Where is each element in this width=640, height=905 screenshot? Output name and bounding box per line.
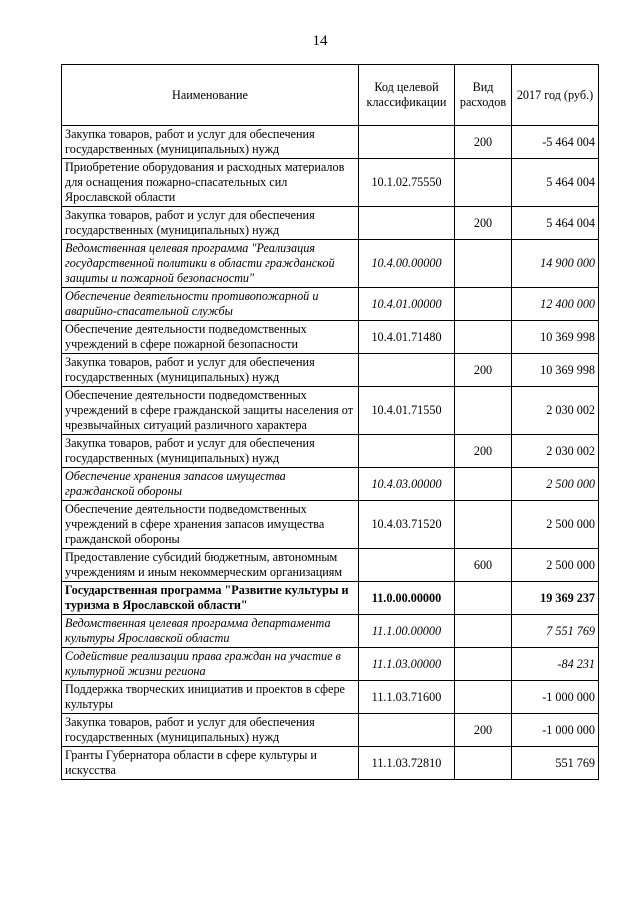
cell-kind: [455, 468, 512, 501]
cell-name: Закупка товаров, работ и услуг для обеспечения государственных (муниципальных) нужд: [62, 354, 359, 387]
cell-code: [359, 714, 455, 747]
cell-kind: [455, 321, 512, 354]
cell-code: [359, 207, 455, 240]
cell-code: 11.1.03.71600: [359, 681, 455, 714]
cell-kind: [455, 288, 512, 321]
table-row: [62, 681, 599, 714]
cell-kind: [455, 159, 512, 207]
header-row: [62, 65, 599, 126]
cell-code: 10.4.03.00000: [359, 468, 455, 501]
cell-name: Ведомственная целевая программа "Реализация государственной политики в области гражданской защиты и пожарной безопасности": [62, 240, 359, 288]
cell-kind: [455, 501, 512, 549]
cell-code: [359, 549, 455, 582]
cell-kind: [455, 615, 512, 648]
table-row: [62, 615, 599, 648]
table-row: [62, 288, 599, 321]
table-row: [62, 321, 599, 354]
table-row: [62, 387, 599, 435]
table-row: [62, 648, 599, 681]
table-row: [62, 468, 599, 501]
cell-amount: 10 369 998: [512, 354, 599, 387]
cell-amount: 2 500 000: [512, 468, 599, 501]
cell-kind: 200: [455, 126, 512, 159]
cell-amount: 5 464 004: [512, 159, 599, 207]
cell-name: Обеспечение хранения запасов имущества гражданской обороны: [62, 468, 359, 501]
cell-amount: -1 000 000: [512, 681, 599, 714]
table-row: [62, 435, 599, 468]
header-kind: Вид расходов: [455, 65, 512, 126]
cell-name: Государственная программа "Развитие культуры и туризма в Ярославской области": [62, 582, 359, 615]
cell-name: Гранты Губернатора области в сфере культуры и искусства: [62, 747, 359, 780]
cell-code: 11.1.00.00000: [359, 615, 455, 648]
header-code: Код целевой классификации: [359, 65, 455, 126]
table-body: [62, 126, 599, 780]
cell-kind: [455, 240, 512, 288]
cell-name: Содействие реализации права граждан на участие в культурной жизни региона: [62, 648, 359, 681]
cell-amount: 19 369 237: [512, 582, 599, 615]
cell-kind: 600: [455, 549, 512, 582]
cell-kind: 200: [455, 354, 512, 387]
cell-kind: [455, 681, 512, 714]
header-amount: 2017 год (руб.): [512, 65, 599, 126]
cell-name: Обеспечение деятельности противопожарной и аварийно-спасательной службы: [62, 288, 359, 321]
cell-amount: -1 000 000: [512, 714, 599, 747]
cell-code: 10.1.02.75550: [359, 159, 455, 207]
table-row: [62, 354, 599, 387]
cell-amount: 5 464 004: [512, 207, 599, 240]
cell-code: 11.1.03.72810: [359, 747, 455, 780]
cell-amount: 12 400 000: [512, 288, 599, 321]
cell-amount: 2 030 002: [512, 435, 599, 468]
cell-kind: 200: [455, 207, 512, 240]
table-row: [62, 240, 599, 288]
cell-amount: -5 464 004: [512, 126, 599, 159]
cell-kind: [455, 582, 512, 615]
cell-name: Обеспечение деятельности подведомственных учреждений в сфере гражданской защиты населения от чрезвычайных ситуаций различного характера: [62, 387, 359, 435]
cell-amount: 551 769: [512, 747, 599, 780]
table-row: [62, 549, 599, 582]
table-row: [62, 126, 599, 159]
cell-name: Обеспечение деятельности подведомственных учреждений в сфере хранения запасов имущества гражданской обороны: [62, 501, 359, 549]
cell-code: 10.4.03.71520: [359, 501, 455, 549]
cell-amount: 2 500 000: [512, 501, 599, 549]
cell-amount: -84 231: [512, 648, 599, 681]
table-header: [62, 65, 599, 126]
cell-code: [359, 126, 455, 159]
cell-amount: 2 030 002: [512, 387, 599, 435]
cell-amount: 14 900 000: [512, 240, 599, 288]
cell-name: Поддержка творческих инициатив и проектов в сфере культуры: [62, 681, 359, 714]
cell-code: [359, 354, 455, 387]
page-number: 14: [312, 33, 328, 49]
cell-code: 10.4.01.00000: [359, 288, 455, 321]
cell-code: 11.1.03.00000: [359, 648, 455, 681]
cell-code: [359, 435, 455, 468]
cell-code: 11.0.00.00000: [359, 582, 455, 615]
header-name: Наименование: [62, 65, 359, 126]
cell-kind: 200: [455, 435, 512, 468]
cell-kind: [455, 747, 512, 780]
cell-name: Закупка товаров, работ и услуг для обеспечения государственных (муниципальных) нужд: [62, 435, 359, 468]
cell-code: 10.4.01.71480: [359, 321, 455, 354]
cell-name: Предоставление субсидий бюджетным, автономным учреждениям и иным некоммерческим организациям: [62, 549, 359, 582]
cell-name: Закупка товаров, работ и услуг для обеспечения государственных (муниципальных) нужд: [62, 126, 359, 159]
cell-kind: [455, 387, 512, 435]
cell-kind: [455, 648, 512, 681]
cell-amount: 2 500 000: [512, 549, 599, 582]
cell-name: Ведомственная целевая программа департамента культуры Ярославской области: [62, 615, 359, 648]
cell-kind: 200: [455, 714, 512, 747]
table-row: [62, 714, 599, 747]
cell-name: Обеспечение деятельности подведомственных учреждений в сфере пожарной безопасности: [62, 321, 359, 354]
budget-table: [61, 64, 599, 780]
cell-amount: 10 369 998: [512, 321, 599, 354]
table-row: [62, 501, 599, 549]
cell-name: Закупка товаров, работ и услуг для обеспечения государственных (муниципальных) нужд: [62, 207, 359, 240]
cell-code: 10.4.00.00000: [359, 240, 455, 288]
cell-amount: 7 551 769: [512, 615, 599, 648]
cell-code: 10.4.01.71550: [359, 387, 455, 435]
cell-name: Приобретение оборудования и расходных материалов для оснащения пожарно-спасательных сил Ярославской области: [62, 159, 359, 207]
cell-name: Закупка товаров, работ и услуг для обеспечения государственных (муниципальных) нужд: [62, 714, 359, 747]
table-row: [62, 582, 599, 615]
table-row: [62, 207, 599, 240]
table-row: [62, 159, 599, 207]
table-row: [62, 747, 599, 780]
